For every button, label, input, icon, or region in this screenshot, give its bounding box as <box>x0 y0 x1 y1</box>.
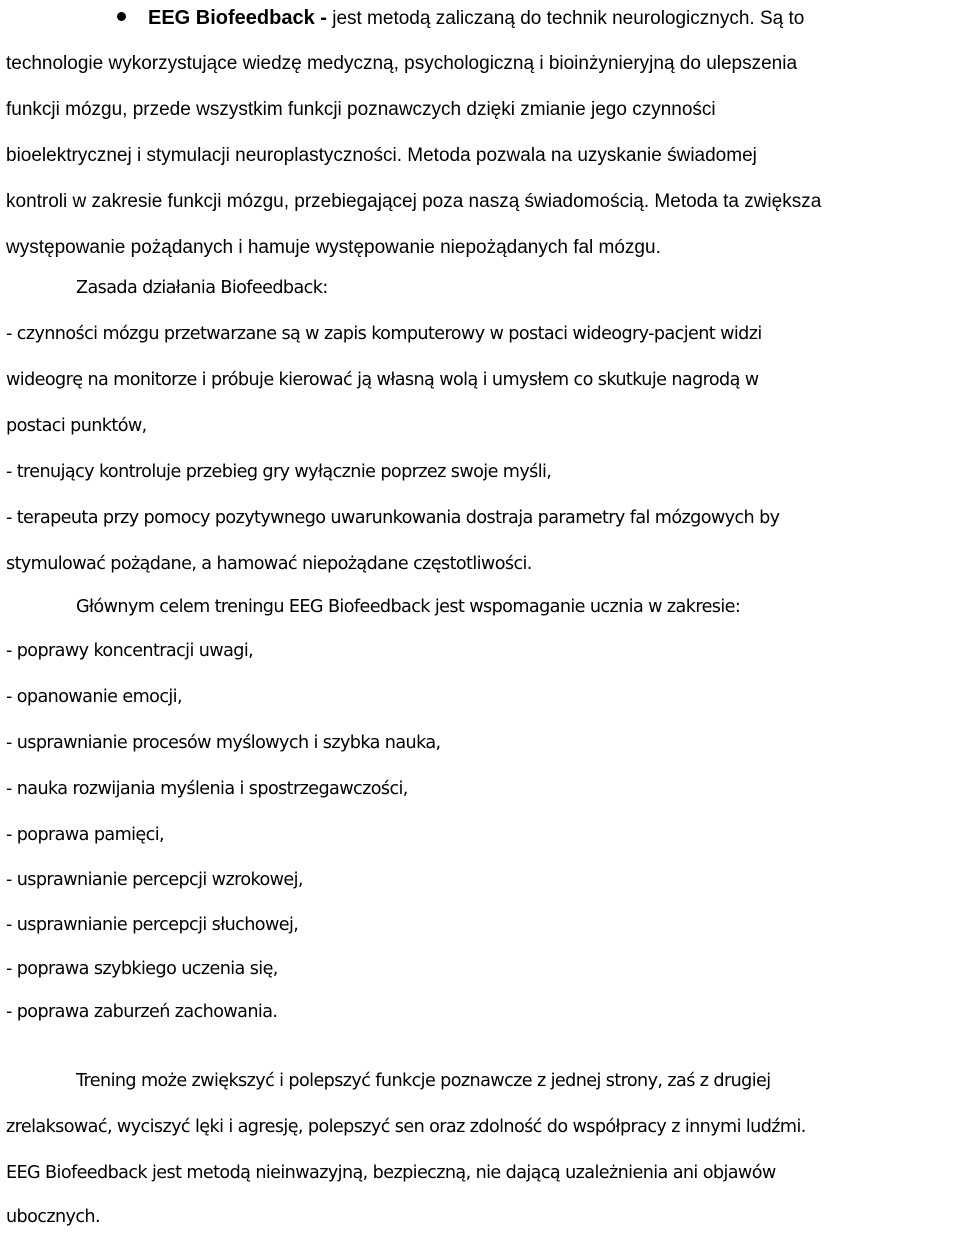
intro-line: występowanie pożądanych i hamuje występowanie niepożądanych fal mózgu. <box>6 237 661 258</box>
intro-line: kontroli w zakresie funkcji mózgu, przebiegającej poza naszą świadomością. Metoda ta zwiększa <box>6 191 822 212</box>
principle-line: - czynności mózgu przetwarzane są w zapis komputerowy w postaci wideogry-pacjent widzi <box>6 324 762 344</box>
intro-line: bioelektrycznej i stymulacji neuroplastyczności. Metoda pozwala na uzyskanie świadomej <box>6 145 757 166</box>
goal-item: - poprawa szybkiego uczenia się, <box>6 959 278 979</box>
principle-line: - trenujący kontroluje przebieg gry wyłącznie poprzez swoje myśli, <box>6 462 552 482</box>
principle-line: stymulować pożądane, a hamować niepożądane częstotliwości. <box>6 554 532 574</box>
principle-heading: Zasada działania Biofeedback: <box>76 278 328 298</box>
closing-line: EEG Biofeedback jest metodą nieinwazyjną, bezpieczną, nie dającą uzależnienia ani objawów <box>6 1163 776 1183</box>
goal-item: - poprawa pamięci, <box>6 825 164 845</box>
intro-line <box>6 0 958 41</box>
intro-line: funkcji mózgu, przede wszystkim funkcji poznawczych dzięki zmianie jego czynności <box>6 99 716 120</box>
principle-line: wideogrę na monitorze i próbuje kierować ją własną wolą i umysłem co skutkuje nagrodą w <box>6 370 759 390</box>
closing-line: Trening może zwiększyć i polepszyć funkcje poznawcze z jednej strony, zaś z drugiej <box>76 1071 771 1091</box>
intro-term: EEG Biofeedback - <box>148 7 327 29</box>
goal-item: - poprawa zaburzeń zachowania. <box>6 1002 278 1022</box>
goal-item: - usprawnianie procesów myślowych i szybka nauka, <box>6 733 441 753</box>
intro-paragraph <box>6 0 958 271</box>
goal-item: - usprawnianie percepcji słuchowej, <box>6 915 299 935</box>
intro-line-text: jest metodą zaliczaną do technik neurologicznych. Są to <box>326 8 805 29</box>
closing-line: ubocznych. <box>6 1207 100 1227</box>
goals-heading: Głównym celem treningu EEG Biofeedback jest wspomaganie ucznia w zakresie: <box>76 597 741 617</box>
goal-item: - nauka rozwijania myślenia i spostrzegawczości, <box>6 779 408 799</box>
goal-item: - poprawy koncentracji uwagi, <box>6 641 254 661</box>
principle-line: - terapeuta przy pomocy pozytywnego uwarunkowania dostraja parametry fal mózgowych by <box>6 508 780 528</box>
principle-line: postaci punktów, <box>6 416 147 436</box>
intro-line: technologie wykorzystujące wiedzę medyczną, psychologiczną i bioinżynieryjną do ulepszenia <box>6 53 798 74</box>
goal-item: - opanowanie emocji, <box>6 687 182 707</box>
bullet-icon <box>117 12 126 21</box>
closing-line: zrelaksować, wyciszyć lęki i agresję, polepszyć sen oraz zdolność do współpracy z innymi ludźmi. <box>6 1117 806 1137</box>
goal-item: - usprawnianie percepcji wzrokowej, <box>6 870 303 890</box>
